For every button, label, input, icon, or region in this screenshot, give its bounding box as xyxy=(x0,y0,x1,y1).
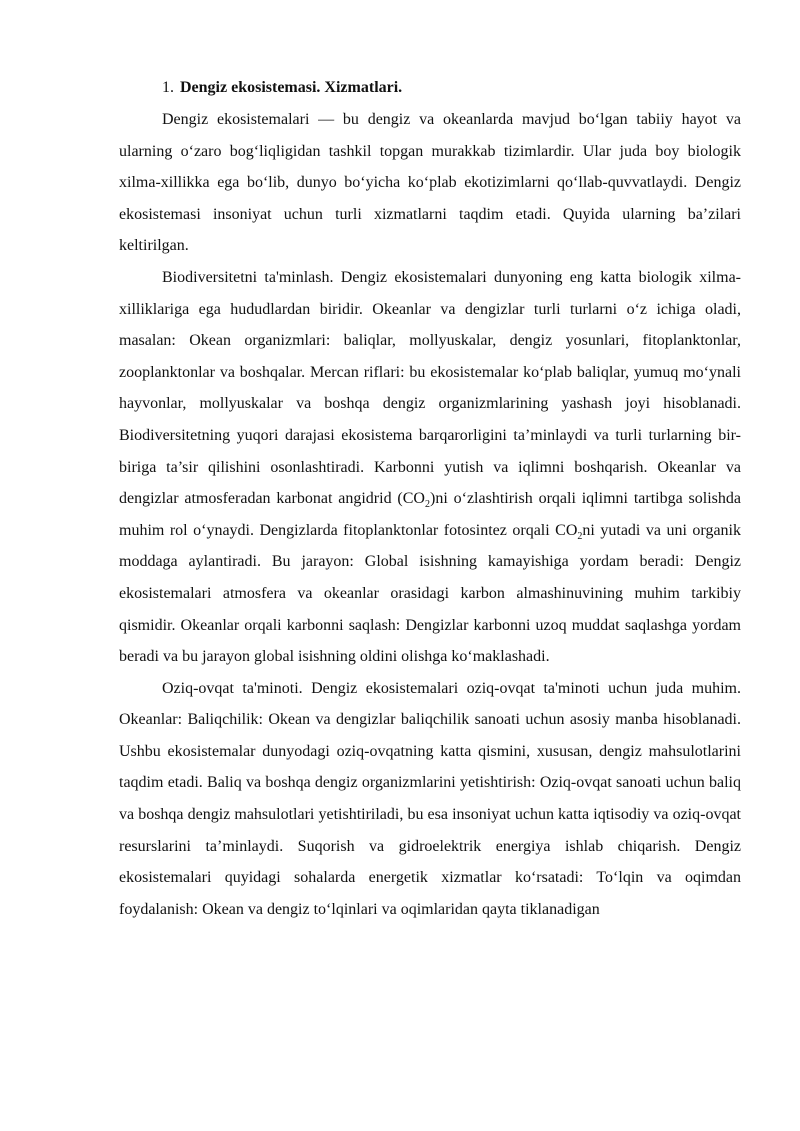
paragraph-biodiversity-text-a: Biodiversitetni ta'minlash. Dengiz ekosistemalari dunyoning eng katta biologik xilma-xilliklariga ega hududlardan biridir. Okeanlar va dengizlar turli turlarni o‘z ichiga oladi, masalan: Okean organizmlari: baliqlar, mollyuskalar, dengiz yosunlari, fitoplanktonlar, zooplanktonlar va boshqalar. Mercan riflari: bu ekosistemalar ko‘plab baliqlar, yumuq mo‘ynali hayvonlar, mollyuskalar va boshqa dengiz organizmlarining yashash joyi hisoblanadi. Biodiversitetning yuqori darajasi ekosistema barqarorligini ta’minlaydi va turli turlarning bir-biriga ta’sir qilishini osonlashtiradi. Karbonni yutish va iqlimni boshqarish. Okeanlar va dengizlar atmosferadan karbonat angidrid (CO xyxy=(119,268,741,508)
section-number: 1. xyxy=(162,79,174,96)
subscript-co2-first: 2 xyxy=(424,499,430,511)
subscript-co2-second: 2 xyxy=(577,530,583,542)
paragraph-biodiversity-text-b: )ni o‘zlashtirish orqali iqlimni tartibga solishda muhim rol o‘ynaydi. Dengizlarda fitoplanktonlar fotosintez orqali CO xyxy=(119,490,741,539)
section-heading xyxy=(119,76,741,100)
paragraph-food-supply xyxy=(119,673,741,926)
paragraph-intro xyxy=(119,104,741,262)
paragraph-biodiversity xyxy=(119,262,741,673)
paragraph-food-supply-text: Oziq-ovqat ta'minoti. Dengiz ekosistemalari oziq-ovqat ta'minoti uchun juda muhim. Okeanlar: Baliqchilik: Okean va dengizlar baliqchilik sanoati uchun asosiy manba hisoblanadi. Ushbu ekosistemalar dunyodagi oziq-ovqatning katta qismini, xususan, dengiz mahsulotlarini taqdim etadi. Baliq va boshqa dengiz organizmlarini yetishtirish: Oziq-ovqat sanoati uchun baliq va boshqa dengiz mahsulotlari yetishtiriladi, bu esa insoniyat uchun katta iqtisodiy va oziq-ovqat resurslarini ta’minlaydi. Suqorish va gidroelektrik energiya ishlab chiqarish. Dengiz ekosistemalari quyidagi sohalarda energetik xizmatlar ko‘rsatadi: To‘lqin va oqimdan foydalanish: Okean va dengiz to‘lqinlari va oqimlaridan qayta tiklanadigan xyxy=(119,679,741,918)
paragraph-intro-text: Dengiz ekosistemalari — bu dengiz va okeanlarda mavjud bo‘lgan tabiiy hayot va ularning o‘zaro bog‘liqligidan tashkil topgan murakkab tizimlardir. Ular juda boy biologik xilma-xillikka ega bo‘lib, dunyo bo‘yicha ko‘plab ekotizimlarni qo‘llab-quvvatlaydi. Dengiz ekosistemasi insoniyat uchun turli xizmatlarni taqdim etadi. Quyida ularning ba’zilari keltirilgan. xyxy=(119,111,741,255)
paragraph-biodiversity-text-c: ni yutadi va uni organik moddaga aylantiradi. Bu jarayon: Global isishning kamayishiga yordam beradi: Dengiz ekosistemalari atmosfera va okeanlar orasidagi karbon almashinuvining muhim tarkibiy qismidir. Okeanlar orqali karbonni saqlash: Dengizlar karbonni uzoq muddat saqlashga yordam beradi va bu jarayon global isishning oldini olishga ko‘maklashadi. xyxy=(119,521,742,666)
section-title: Dengiz ekosistemasi. Xizmatlari. xyxy=(180,79,403,96)
document-page xyxy=(119,76,741,925)
